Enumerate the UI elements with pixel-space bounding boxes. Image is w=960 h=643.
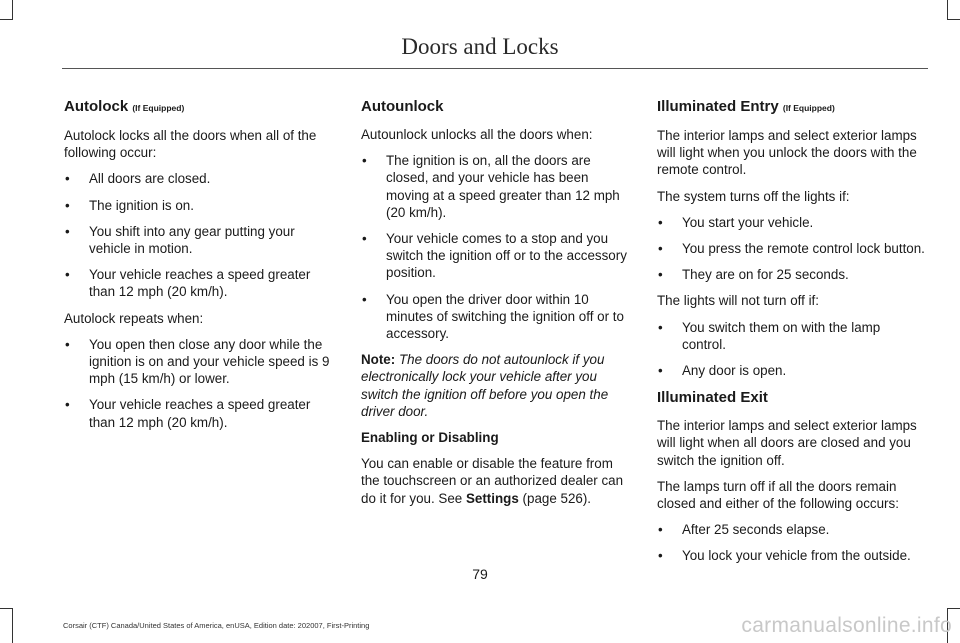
list-item: • After 25 seconds elapse. [657,521,927,538]
subheading: Enabling or Disabling [361,430,499,446]
crop-mark [947,0,948,20]
paragraph: The interior lamps and select exterior lamps will light when you unlock the doors with the remote control. [657,128,917,178]
watermark: carmanualsonline.info [741,614,952,637]
crop-mark [0,608,13,609]
bullet-list [657,521,927,564]
crop-mark [947,608,960,609]
section-heading: Illuminated Entry (If Equipped) [657,98,835,115]
list-item: • Your vehicle comes to a stop and you switch the ignition off or to the accessory position. [361,230,633,282]
bullet-list [64,336,336,431]
bullet-list [657,214,927,284]
bullet-list [361,152,633,342]
list-item: • You switch them on with the lamp control. [657,319,927,353]
paragraph: The system turns off the lights if: [657,188,850,204]
section-heading: Autounlock [361,98,444,115]
crop-mark [12,0,13,20]
list-item: • You shift into any gear putting your vehicle in motion. [64,223,336,257]
crop-mark [12,608,13,643]
section-heading: Autolock (If Equipped) [64,98,185,115]
list-item: • You open then close any door while the ignition is on and your vehicle speed is 9 mph (15 km/h) or lower. [64,336,336,388]
list-item: • They are on for 25 seconds. [657,266,927,283]
bullet-list [657,319,927,380]
list-item: • You press the remote control lock button. [657,240,927,257]
paragraph: The interior lamps and select exterior lamps will light when all doors are closed and you switch the ignition off. [657,418,917,468]
if-equipped-note: (If Equipped) [132,103,185,113]
note-label: Note: [361,352,396,368]
column-autolock [64,97,336,440]
list-item: • You lock your vehicle from the outside. [657,547,927,564]
list-item: • Your vehicle reaches a speed greater than 12 mph (20 km/h). [64,266,336,300]
list-item: • You open the driver door within 10 minutes of switching the ignition off or to accessory. [361,291,633,343]
crop-mark [947,19,960,20]
paragraph: Autounlock unlocks all the doors when: [361,127,593,142]
list-item: • You start your vehicle. [657,214,927,231]
column-illuminated [657,97,927,574]
list-item: • The ignition is on. [64,197,336,214]
settings-link[interactable]: Settings [465,490,519,506]
title-divider [62,68,928,69]
list-item: • Your vehicle reaches a speed greater than 12 mph (20 km/h). [64,396,336,430]
list-item: • All doors are closed. [64,170,336,187]
edition-footer: Corsair (CTF) Canada/United States of America, enUSA, Edition date: 202007, First-Printing [63,621,370,630]
list-item: • The ignition is on, all the doors are closed, and your vehicle has been moving at a speed greater than 12 mph (20 km/h). [361,152,633,221]
column-autounlock [361,97,633,516]
crop-mark [0,19,13,20]
paragraph: The lights will not turn off if: [657,293,820,309]
page-title: Doors and Locks [401,34,559,59]
page-number: 79 [472,566,488,582]
paragraph: Autolock repeats when: [64,310,204,326]
note [361,351,633,420]
paragraph: Autolock locks all the doors when all of the following occur: [64,128,317,161]
section-heading: Illuminated Exit [657,389,768,407]
bullet-list [64,170,336,300]
note-text: The doors do not autounlock if you electronically lock your vehicle after you switch the ignition off before you open the driver door. [361,352,609,419]
paragraph: The lamps turn off if all the doors remain closed and either of the following occurs: [657,478,899,512]
if-equipped-note: (If Equipped) [782,103,835,113]
paragraph: You can enable or disable the feature from the touchscreen or an authorized dealer can do it for you. See Settings (page 526). [361,456,624,506]
list-item: • Any door is open. [657,362,927,379]
